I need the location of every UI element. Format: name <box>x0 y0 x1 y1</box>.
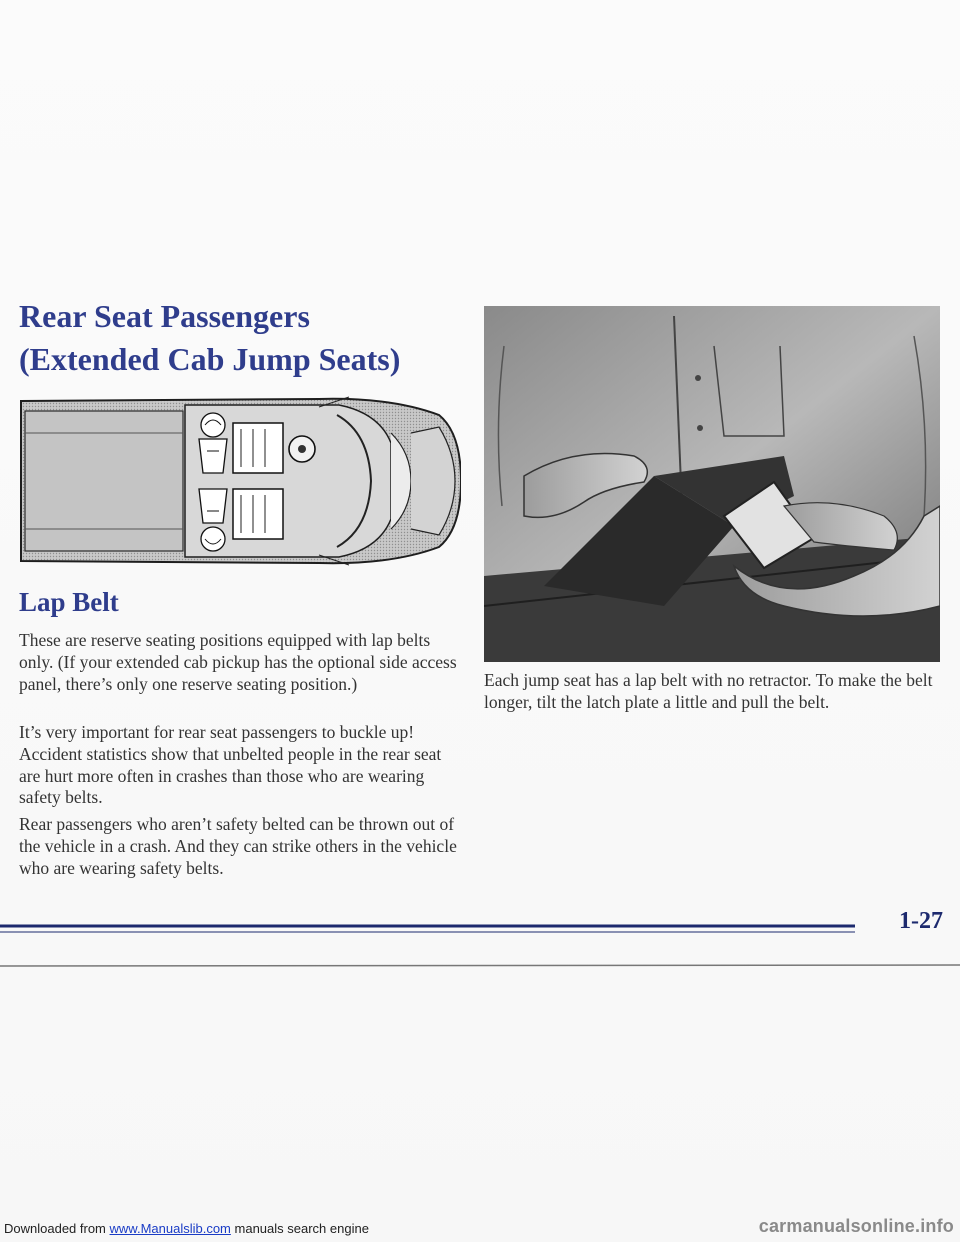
page-title <box>19 295 400 381</box>
download-footer <box>0 1215 960 1242</box>
manualslib-link[interactable]: www.Manualslib.com <box>109 1221 231 1236</box>
page-title-line-2: (Extended Cab Jump Seats) <box>19 341 401 377</box>
page-title-line-1: Rear Seat Passengers <box>19 298 310 334</box>
download-footer-suffix: manuals search engine <box>234 1221 369 1236</box>
page-number: 1-27 <box>899 908 943 934</box>
download-footer-text <box>4 1221 369 1236</box>
lap-belt-latch-plate-illustration-icon <box>484 306 940 662</box>
page-bottom-line <box>0 962 960 970</box>
paragraph-jump-seat-lap-belt: Each jump seat has a lap belt with no retractor. To make the belt longer, tilt the latch plate a little and pull the belt. <box>484 670 933 712</box>
paragraph-reserve-seating: These are reserve seating positions equipped with lap belts only. (If your extended cab pickup has the optional side access panel, there’s only one reserve seating position.) <box>19 630 457 694</box>
paragraph-thrown-out: Rear passengers who aren’t safety belted can be thrown out of the vehicle in a crash. And they can strike others in the vehicle who are wearing safety belts. <box>19 814 457 878</box>
section-heading-lap-belt: Lap Belt <box>19 587 119 617</box>
footer-rule <box>0 922 960 934</box>
download-footer-prefix: Downloaded from <box>4 1221 106 1236</box>
watermark-text: carmanualsonline.info <box>758 1216 954 1236</box>
vehicle-top-view-seating-diagram-icon <box>19 393 461 569</box>
paragraph-buckle-up: It’s very important for rear seat passengers to buckle up! Accident statistics show that unbelted people in the rear seat are hurt more often in crashes than those who are wearing safety belts. <box>19 722 442 808</box>
